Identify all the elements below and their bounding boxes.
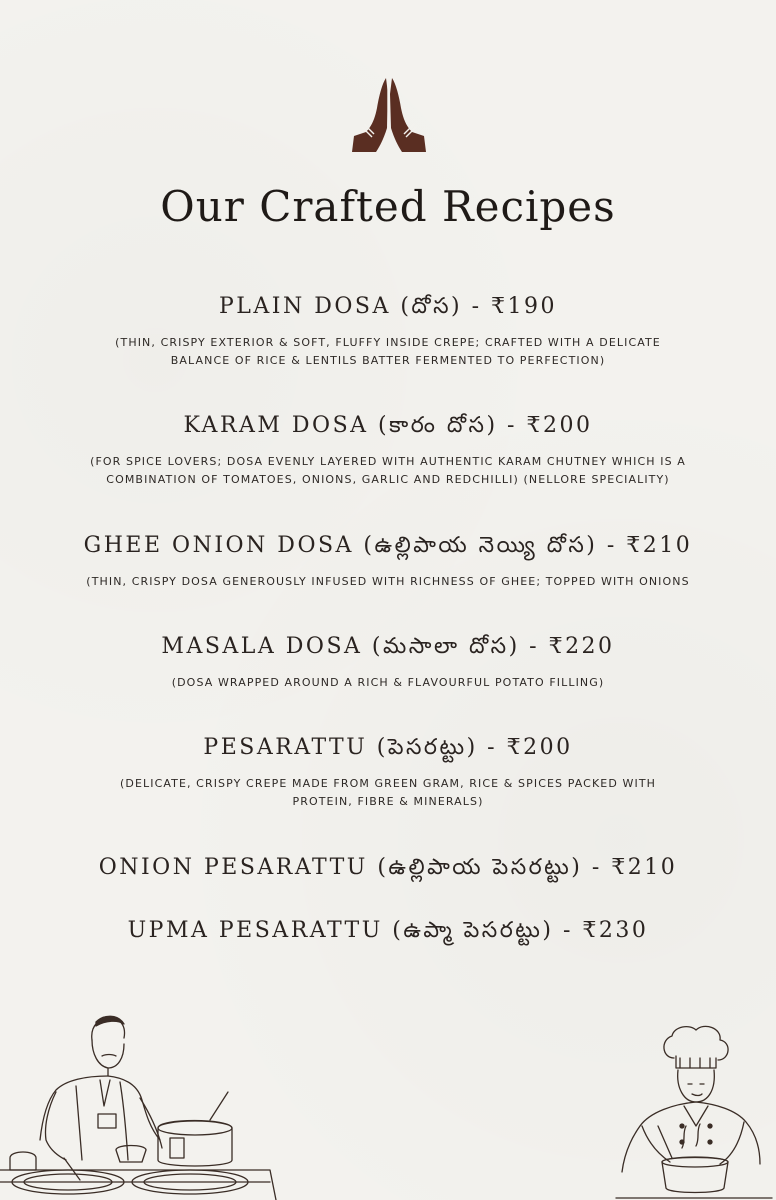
menu-item-pesarattu	[40, 735, 736, 811]
description-line: (THIN, CRISPY DOSA GENEROUSLY INFUSED WITH RICHNESS OF GHEE; TOPPED WITH ONIONS	[86, 575, 690, 588]
menu-item-name: UPMA PESARATTU (ఉప్మా పెసరట్టు) - ₹230	[127, 918, 649, 943]
menu-item-name: GHEE ONION DOSA (ఉల్లిపాయ నెయ్యి దోస) - ₹210	[83, 533, 693, 558]
menu-item-name: PESARATTU (పెసరట్టు) - ₹200	[203, 735, 573, 760]
description-line: (DOSA WRAPPED AROUND A RICH & FLAVOURFUL POTATO FILLING)	[171, 676, 605, 689]
menu-item-upma-pesarattu	[40, 918, 736, 948]
chef-illustration	[612, 1022, 776, 1200]
description-line: BALANCE OF RICE & LENTILS BATTER FERMENTED TO PERFECTION)	[170, 354, 606, 367]
namaste-hands-icon	[346, 74, 432, 156]
menu-item-description	[40, 334, 736, 370]
menu-item-name: MASALA DOSA (మసాలా దోస) - ₹220	[161, 634, 615, 659]
page-title: Our Crafted Recipes	[160, 182, 616, 231]
description-line: PROTEIN, FIBRE & MINERALS)	[292, 795, 484, 808]
menu-item-masala-dosa	[40, 634, 736, 692]
menu-item-description	[40, 453, 736, 489]
menu-item-description	[40, 573, 736, 591]
description-line: (DELICATE, CRISPY CREPE MADE FROM GREEN GRAM, RICE & SPICES PACKED WITH	[119, 777, 657, 790]
menu-item-karam-dosa	[40, 413, 736, 489]
menu-item-name: KARAM DOSA (కారం దోస) - ₹200	[183, 413, 593, 438]
menu-item-description	[40, 674, 736, 692]
description-line: (FOR SPICE LOVERS; DOSA EVENLY LAYERED WITH AUTHENTIC KARAM CHUTNEY WHICH IS A	[90, 455, 686, 468]
menu-item-plain-dosa	[40, 294, 736, 370]
dosa-cook-illustration	[0, 1010, 280, 1200]
menu-item-name: ONION PESARATTU (ఉల్లిపాయ పెసరట్టు) - ₹210	[98, 855, 678, 880]
menu-item-name: PLAIN DOSA (దోస) - ₹190	[218, 294, 558, 319]
description-line: COMBINATION OF TOMATOES, ONIONS, GARLIC AND REDCHILLI) (NELLORE SPECIALITY)	[106, 473, 670, 486]
description-line: (THIN, CRISPY EXTERIOR & SOFT, FLUFFY INSIDE CREPE; CRAFTED WITH A DELICATE	[115, 336, 661, 349]
menu-item-description	[40, 775, 736, 811]
menu-item-onion-pesarattu	[40, 855, 736, 885]
menu-item-ghee-onion-dosa	[40, 533, 736, 591]
